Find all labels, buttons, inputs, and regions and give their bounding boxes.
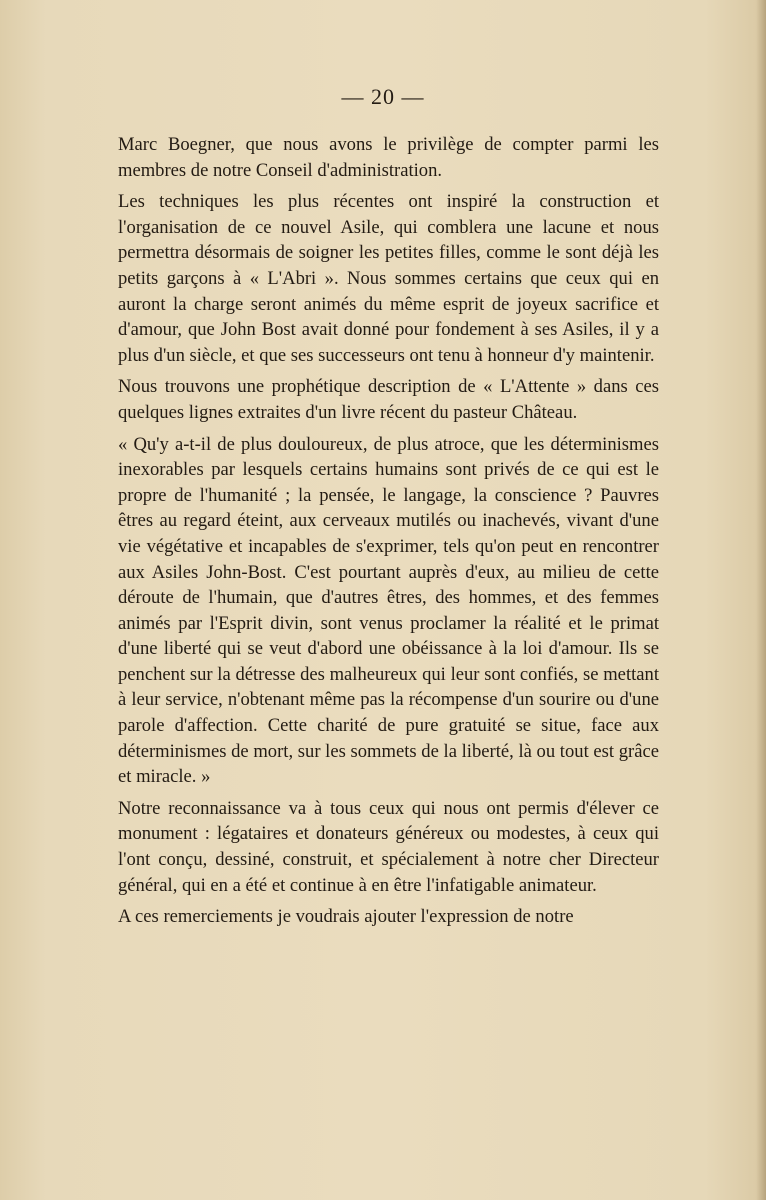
paragraph-2: Les techniques les plus récentes ont inspiré la construction et l'organisation de ce nouvel Asile, qui comblera une lacune et nous permettra désormais de soigner les petites filles, comme le sont déjà les petits garçons à « L'Abri ». Nous sommes certains que ceux qui en auront la charge seront animés du même esprit de joyeux sacrifice et d'amour, que John Bost avait donné pour fondement à ses Asiles, il y a plus d'un siècle, et que ses successeurs ont tenu à honneur d'y maintenir. <box>118 191 659 366</box>
paragraph-4-quote: « Qu'y a-t-il de plus douloureux, de plus atroce, que les déterminismes inexorables par lesquels certains humains sont privés de ce qui est le propre de l'humanité ; la pensée, le langage, la conscience ? Pauvres êtres au regard éteint, aux cerveaux mutilés ou inachevés, vivant d'une vie végétative et incapables de s'exprimer, tels qu'on peut en rencontrer aux Asiles John-Bost. C'est pourtant auprès d'eux, au milieu de cette déroute de l'humain, que d'autres êtres, des hommes, et des femmes animés par l'Esprit divin, sont venus proclamer la réalité et le primat d'une liberté qui se veut d'abord une obéissance à la loi d'amour. Ils se penchent sur la détresse des malheureux qui leur sont confiés, se mettant à leur service, n'obtenant même pas la récompense d'un sourire ou d'une parole d'affection. Cette charité de pure gratuité se situe, face aux déterminismes de mort, sur les sommets de la liberté, là ou tout est grâce et miracle. » <box>118 433 659 788</box>
page-number: — 20 — <box>341 84 425 109</box>
page-edge-shadow <box>756 0 766 1200</box>
paragraph-3: Nous trouvons une prophétique description de « L'Attente » dans ces quelques lignes extraites d'un livre récent du pasteur Château. <box>118 376 659 423</box>
paragraph-6: A ces remerciements je voudrais ajouter l'expression de notre <box>118 906 574 928</box>
paragraph-5: Notre reconnaissance va à tous ceux qui nous ont permis d'élever ce monument : légataires et donateurs généreux ou modestes, à ceux qui l'ont conçu, dessiné, construit, et spécialement à notre cher Directeur général, qui en a été et continue à en être l'infatigable animateur. <box>118 797 659 896</box>
body-text <box>118 132 659 936</box>
paragraph-1: Marc Boegner, que nous avons le privilège de compter parmi les membres de notre Conseil d'administration. <box>118 134 659 181</box>
